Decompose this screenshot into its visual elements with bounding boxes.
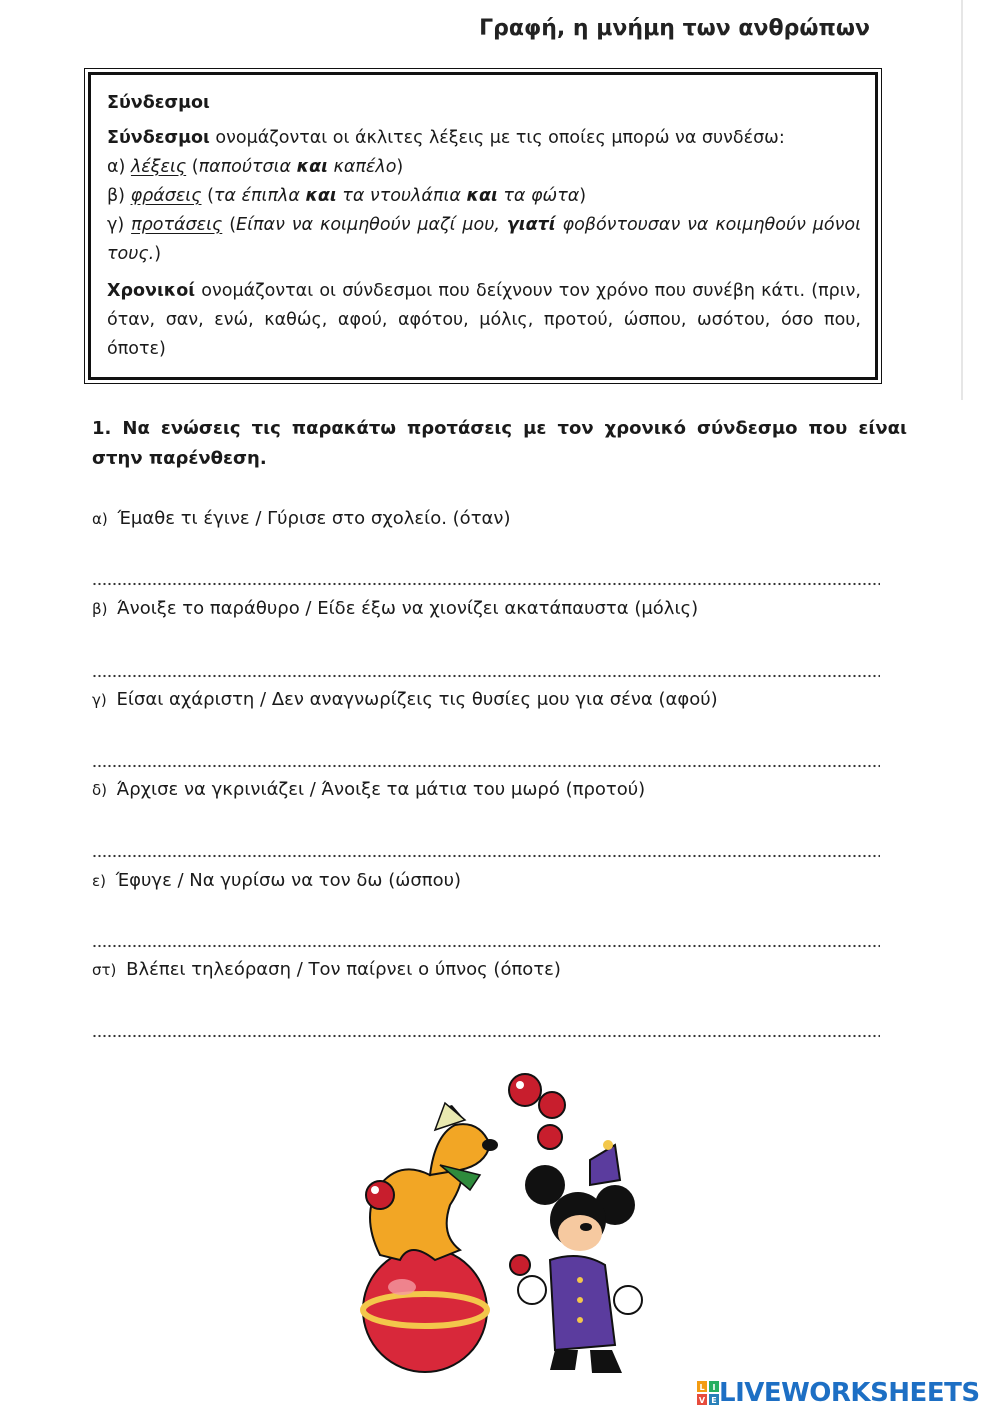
- answer-field-e[interactable]: [92, 918, 884, 946]
- item-text: Άνοιξε το παράθυρο / Είδε έξω να χιονίζει ακατάπαυστα (μόλις): [117, 598, 699, 619]
- answer-field-d[interactable]: [92, 828, 884, 856]
- item-label: α): [92, 510, 108, 528]
- example-text: τα έπιπλα: [213, 186, 306, 206]
- example-text: τα φώτα: [497, 186, 580, 206]
- item-label: ε): [92, 872, 106, 890]
- liveworksheets-logo-icon: [697, 1381, 719, 1405]
- conjunction-highlight: και: [305, 186, 337, 206]
- answer-field-c[interactable]: [92, 738, 884, 766]
- example-category: λέξεις: [130, 157, 187, 177]
- answer-dotted-line: [92, 674, 880, 678]
- example-text: φοβόντουσαν να κοιμηθούν μόνοι τους.: [107, 215, 862, 264]
- example-words: α) λέξεις (παπούτσια και καπέλο): [107, 157, 404, 177]
- logo-letter: V: [698, 1396, 706, 1405]
- definition-text: ονομάζονται οι άκλιτες λέξεις με τις οποίες μπορώ να συνδέσω:: [209, 128, 785, 148]
- example-clauses: γ) προτάσεις (Είπαν να κοιμηθούν μαζί μου, γιατί φοβόντουσαν να κοιμηθούν μόνοι τους.): [107, 215, 862, 264]
- example-text: παπούτσια: [198, 157, 297, 177]
- answer-dotted-line: [92, 1034, 880, 1038]
- item-text: Βλέπει τηλεόραση / Τον παίρνει ο ύπνος (όποτε): [126, 959, 561, 980]
- example-phrases: β) φράσεις (τα έπιπλα και τα ντουλάπια και τα φώτα): [107, 186, 587, 206]
- item-text: Έφυγε / Να γυρίσω να τον δω (ώσπου): [115, 870, 462, 891]
- logo-letter: L: [699, 1383, 705, 1392]
- answer-field-b[interactable]: [92, 648, 884, 676]
- page-title: Γραφή, η μνήμη των ανθρώπων: [479, 16, 870, 41]
- exercise-item-c: [92, 689, 718, 710]
- example-text: Είπαν να κοιμηθούν μαζί μου,: [236, 215, 507, 235]
- conjunction-highlight: και: [296, 157, 328, 177]
- mickey-pluto-juggling-illustration: [340, 1065, 650, 1385]
- exercise-item-a: [92, 508, 510, 529]
- example-text: καπέλο: [327, 157, 397, 177]
- item-label: γ): [92, 691, 107, 709]
- logo-letter: I: [712, 1383, 716, 1392]
- item-text: Είσαι αχάριστη / Δεν αναγνωρίζεις τις θυσίες μου για σένα (αφού): [116, 689, 718, 710]
- conjunction-highlight: γιατί: [506, 215, 556, 235]
- exercise-item-f: [92, 959, 561, 980]
- exercise-item-e: [92, 870, 461, 891]
- temporal-definition: [107, 277, 861, 364]
- item-text: Έμαθε τι έγινε / Γύρισε στο σχολείο. (όταν): [117, 508, 511, 529]
- item-label: β): [92, 600, 108, 618]
- exercise-item-b: [92, 598, 698, 619]
- theory-heading: Σύνδεσμοι: [107, 93, 210, 113]
- item-label: δ): [92, 781, 108, 799]
- theory-box: [88, 72, 878, 380]
- example-category: προτάσεις: [131, 215, 223, 235]
- temporal-term: Χρονικοί: [107, 281, 196, 301]
- page-edge-line: [961, 0, 963, 400]
- logo-letter: E: [711, 1396, 717, 1405]
- example-label: γ): [107, 215, 132, 235]
- answer-dotted-line: [92, 944, 880, 948]
- answer-dotted-line: [92, 854, 880, 858]
- definition-line: [107, 124, 861, 153]
- answer-dotted-line: [92, 764, 880, 768]
- liveworksheets-logo[interactable]: [697, 1378, 980, 1408]
- answer-field-a[interactable]: [92, 556, 884, 584]
- answer-dotted-line: [92, 582, 880, 586]
- item-text: Άρχισε να γκρινιάζει / Άνοιξε τα μάτια του μωρό (προτού): [116, 779, 646, 800]
- exercise-item-d: [92, 779, 645, 800]
- item-label: στ): [92, 961, 117, 979]
- example-label: β): [107, 186, 131, 206]
- example-category: φράσεις: [130, 186, 202, 206]
- temporal-text: ονομάζονται οι σύνδεσμοι που δείχνουν τον χρόνο που συνέβη κάτι. (πριν, όταν, σαν, ενώ, καθώς, αφού, αφότου, μόλις, προτού, ώσπου, ωσότου, όσο που, όποτε): [107, 281, 861, 359]
- exercise-title: 1. Να ενώσεις τις παρακάτω προτάσεις με τον χρονικό σύνδεσμο που είναι στην παρένθεση.: [92, 418, 907, 469]
- definition-term: Σύνδεσμοι: [107, 128, 210, 148]
- example-text: τα ντουλάπια: [336, 186, 467, 206]
- conjunction-highlight: και: [466, 186, 498, 206]
- liveworksheets-logo-text: LIVEWORKSHEETS: [719, 1378, 980, 1408]
- answer-field-f[interactable]: [92, 1008, 884, 1036]
- example-label: α): [107, 157, 131, 177]
